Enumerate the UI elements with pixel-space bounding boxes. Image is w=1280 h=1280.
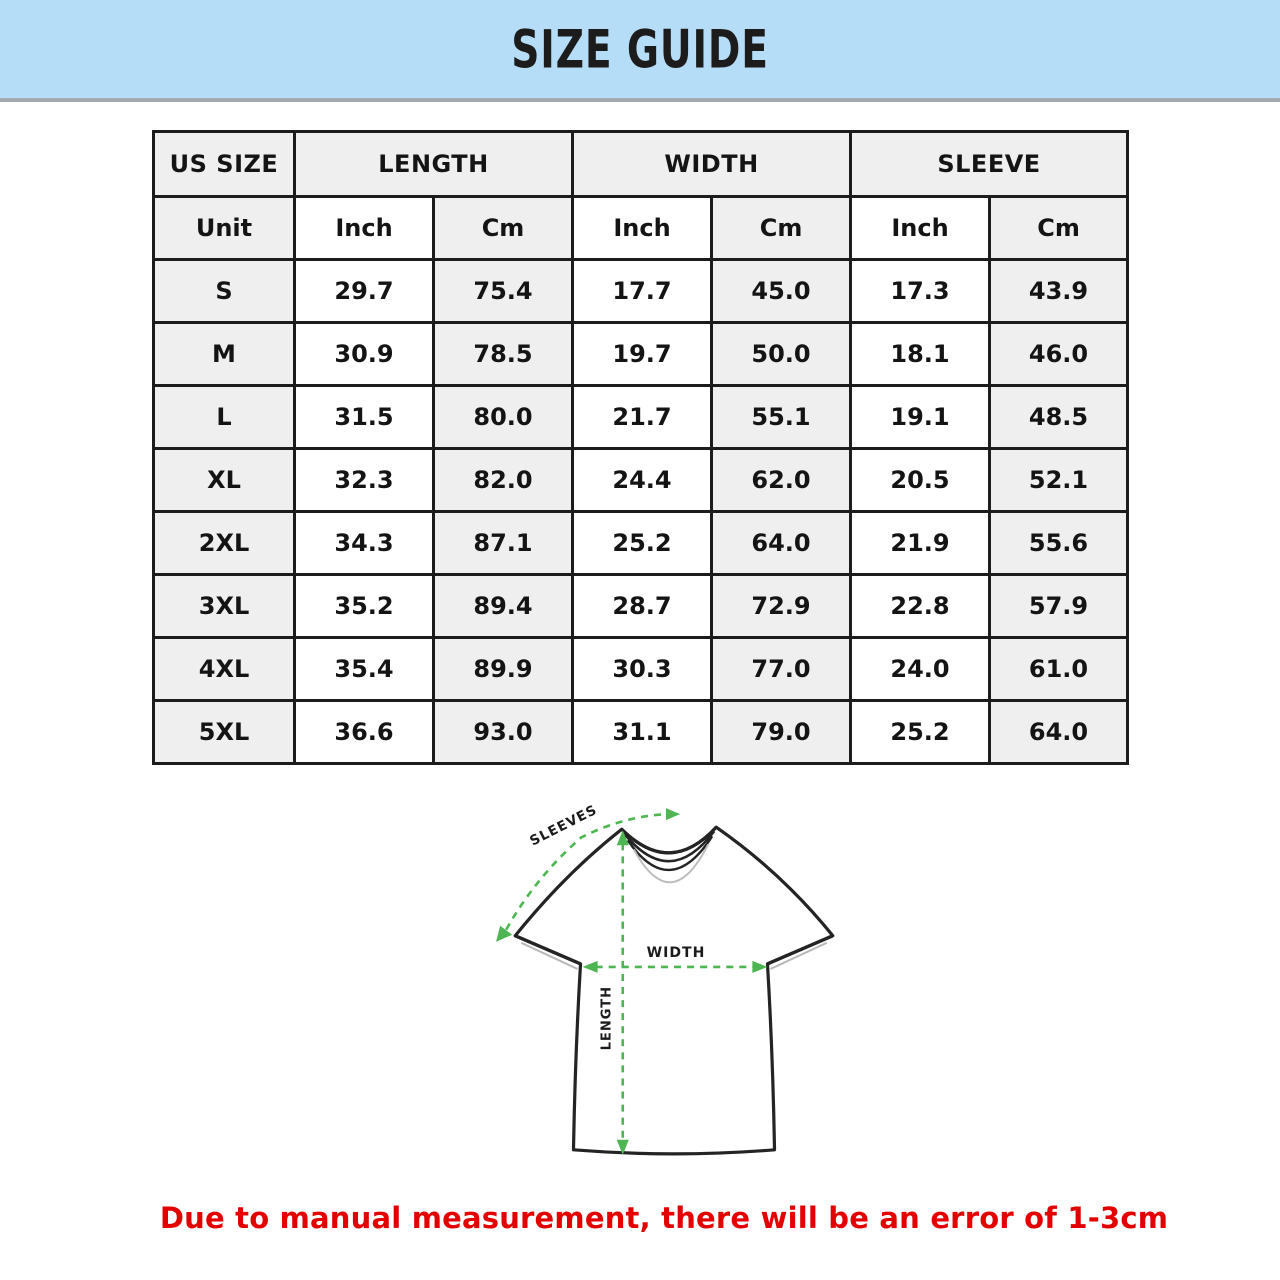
tshirt-measurement-diagram [0,785,1280,1187]
page-title: SIZE GUIDE [511,18,769,80]
sleeves-label: SLEEVES [527,801,600,850]
value-cell: 35.4 [295,638,434,701]
size-cell: M [154,323,295,386]
size-table-container [152,130,1280,765]
value-cell: 30.3 [573,638,712,701]
tshirt-diagram-svg [472,785,876,1187]
size-guide-banner [0,0,1280,102]
value-cell: 93.0 [434,701,573,764]
value-cell: 55.1 [712,386,851,449]
value-cell: 46.0 [990,323,1128,386]
value-cell: 43.9 [990,260,1128,323]
value-cell: 31.1 [573,701,712,764]
value-cell: 52.1 [990,449,1128,512]
value-cell: 80.0 [434,386,573,449]
value-cell: 22.8 [851,575,990,638]
table-row [154,449,1128,512]
unit-cell-length-cm: Cm [434,197,573,260]
size-cell: 3XL [154,575,295,638]
value-cell: 18.1 [851,323,990,386]
table-group-header-row [154,132,1128,197]
value-cell: 79.0 [712,701,851,764]
value-cell: 77.0 [712,638,851,701]
value-cell: 57.9 [990,575,1128,638]
size-table [152,130,1129,765]
col-header-sleeve: SLEEVE [851,132,1128,197]
value-cell: 89.4 [434,575,573,638]
value-cell: 62.0 [712,449,851,512]
value-cell: 75.4 [434,260,573,323]
col-header-length: LENGTH [295,132,573,197]
unit-cell-length-inch: Inch [295,197,434,260]
table-row [154,260,1128,323]
value-cell: 17.3 [851,260,990,323]
table-row [154,638,1128,701]
value-cell: 24.0 [851,638,990,701]
value-cell: 78.5 [434,323,573,386]
value-cell: 61.0 [990,638,1128,701]
value-cell: 21.7 [573,386,712,449]
table-row [154,386,1128,449]
unit-cell-sleeve-cm: Cm [990,197,1128,260]
value-cell: 19.1 [851,386,990,449]
value-cell: 20.5 [851,449,990,512]
length-label: LENGTH [599,985,615,1051]
value-cell: 17.7 [573,260,712,323]
unit-cell-width-inch: Inch [573,197,712,260]
value-cell: 87.1 [434,512,573,575]
value-cell: 31.5 [295,386,434,449]
value-cell: 55.6 [990,512,1128,575]
size-cell: 5XL [154,701,295,764]
col-header-width: WIDTH [573,132,851,197]
value-cell: 21.9 [851,512,990,575]
col-header-us-size: US SIZE [154,132,295,197]
value-cell: 25.2 [573,512,712,575]
value-cell: 89.9 [434,638,573,701]
width-label: WIDTH [646,944,706,961]
value-cell: 48.5 [990,386,1128,449]
value-cell: 36.6 [295,701,434,764]
table-row [154,323,1128,386]
value-cell: 32.3 [295,449,434,512]
unit-cell-width-cm: Cm [712,197,851,260]
size-cell: XL [154,449,295,512]
tshirt-outline [515,827,833,1154]
size-cell: 2XL [154,512,295,575]
size-cell: 4XL [154,638,295,701]
table-unit-header-row [154,197,1128,260]
value-cell: 34.3 [295,512,434,575]
value-cell: 25.2 [851,701,990,764]
table-row [154,575,1128,638]
size-cell: L [154,386,295,449]
table-row [154,512,1128,575]
value-cell: 30.9 [295,323,434,386]
value-cell: 29.7 [295,260,434,323]
value-cell: 50.0 [712,323,851,386]
value-cell: 45.0 [712,260,851,323]
value-cell: 72.9 [712,575,851,638]
measurement-disclaimer: Due to manual measurement, there will be an error of 1-3cm [159,1201,1169,1235]
value-cell: 24.4 [573,449,712,512]
size-table-body [154,260,1128,764]
table-row [154,701,1128,764]
value-cell: 64.0 [712,512,851,575]
size-cell: S [154,260,295,323]
value-cell: 64.0 [990,701,1128,764]
unit-header-cell: Unit [154,197,295,260]
value-cell: 19.7 [573,323,712,386]
unit-cell-sleeve-inch: Inch [851,197,990,260]
value-cell: 82.0 [434,449,573,512]
value-cell: 35.2 [295,575,434,638]
value-cell: 28.7 [573,575,712,638]
